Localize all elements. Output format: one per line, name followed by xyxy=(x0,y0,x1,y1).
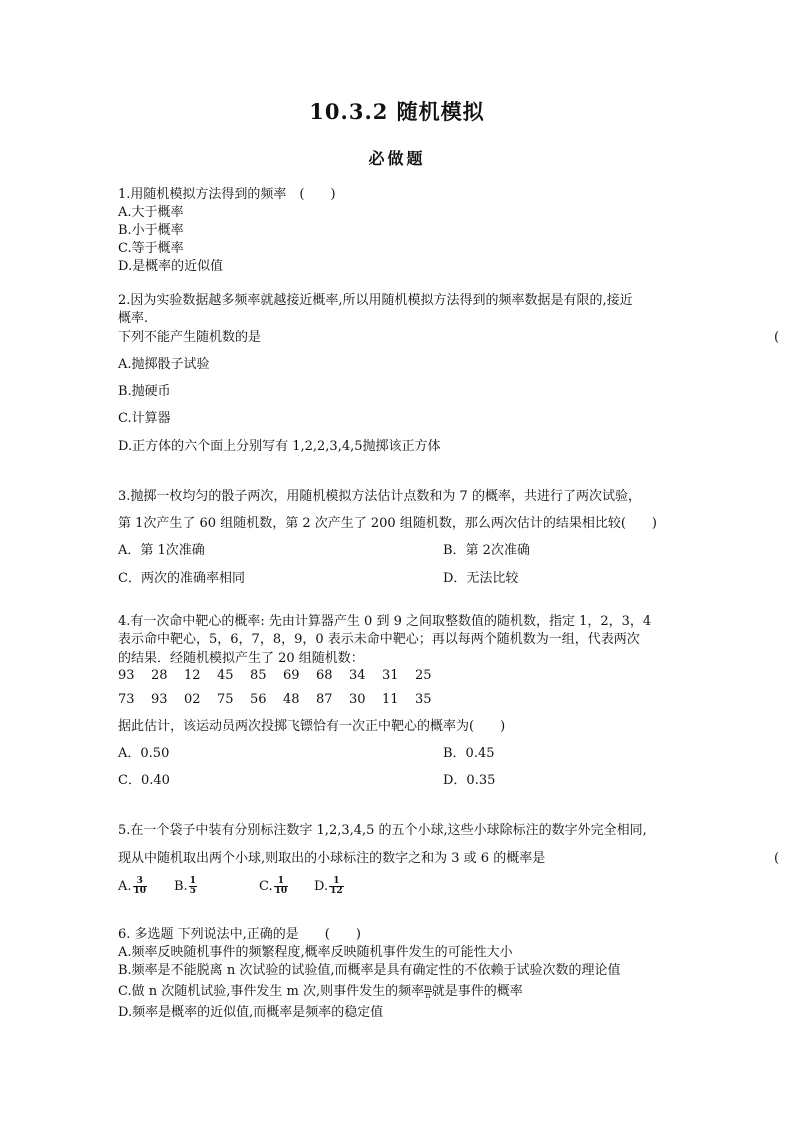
q2-option-d: D.正方体的六个面上分别写有 1,2,2,3,4,5抛掷该正方体 xyxy=(118,439,441,454)
q4-number: 25 xyxy=(415,668,432,683)
q5-line1: 5.在一个袋子中装有分别标注数字 1,2,3,4,5 的五个小球,这些小球除标注的数字外完全相同, xyxy=(118,823,647,838)
fraction-denominator: 10 xyxy=(133,886,147,896)
q4-line1: 4.有一次命中靶心的概率: 先由计算器产生 0 到 9 之间取整数值的随机数，指定 1，2，3，4 xyxy=(118,614,652,629)
fraction xyxy=(274,877,289,896)
q3-line1: 3.抛掷一枚均匀的骰子两次，用随机模拟方法估计点数和为 7 的概率，共进行了两次试验， xyxy=(118,489,641,504)
q2-option-a: A.抛掷骰子试验 xyxy=(118,357,210,372)
q5-option-c xyxy=(259,876,314,898)
q4-number: 56 xyxy=(250,692,267,707)
q4-number-row-1 xyxy=(118,667,448,684)
q5-option-label: C. xyxy=(259,879,273,894)
q1-option-c: C.等于概率 xyxy=(118,241,184,256)
q4-option-d: D．0.35 xyxy=(443,773,496,788)
q4-option-b: B．0.45 xyxy=(443,746,495,761)
q6-option-c-text-end: 就是事件的概率 xyxy=(431,984,523,999)
q4-number: 31 xyxy=(382,668,399,683)
q5-line2: 现从中随机取出两个小球,则取出的小球标注的数字之和为 3 或 6 的概率是 xyxy=(118,851,546,866)
q4-number: 35 xyxy=(415,692,432,707)
q5-paren: ( xyxy=(774,851,780,866)
q2-paren: ( xyxy=(774,330,780,345)
fraction xyxy=(189,877,197,896)
q4-number: 93 xyxy=(118,668,135,683)
section-title: 必做题 xyxy=(368,149,426,168)
q4-number: 73 xyxy=(118,692,135,707)
q4-line3: 的结果．经随机模拟产生了 20 组随机数： xyxy=(118,651,364,666)
q4-number: 28 xyxy=(151,668,168,683)
q4-number: 30 xyxy=(349,692,366,707)
fraction xyxy=(133,877,148,896)
q1-option-a: A.大于概率 xyxy=(118,205,184,220)
q4-number: 93 xyxy=(151,692,168,707)
q4-number: 69 xyxy=(283,668,300,683)
fraction-denominator: n xyxy=(425,991,431,1000)
q6-option-b: B.频率是不能脱离 n 次试验的试验值,而概率是具有确定性的不依赖于试验次数的理论值 xyxy=(118,963,621,978)
fraction-numerator: 1 xyxy=(189,876,196,886)
fraction-numerator: m xyxy=(424,983,432,992)
q2-stem: 下列不能产生随机数的是 xyxy=(118,330,262,345)
q3-option-d: D．无法比较 xyxy=(443,571,519,586)
q4-number: 12 xyxy=(184,668,201,683)
q2-line2: 概率. xyxy=(118,311,149,326)
q6-option-d: D.频率是概率的近似值,而概率是频率的稳定值 xyxy=(118,1005,384,1020)
q5-option-label: B. xyxy=(174,879,188,894)
q5-option-b xyxy=(174,876,259,898)
q4-number: 85 xyxy=(250,668,267,683)
q3-option-b: B．第 2次准确 xyxy=(443,543,530,558)
q1-option-b: B.小于概率 xyxy=(118,223,184,238)
q4-number: 02 xyxy=(184,692,201,707)
q5-option-d xyxy=(314,876,344,898)
page-title: 10.3.2 随机模拟 xyxy=(309,99,485,124)
q6-option-a: A.频率反映随机事件的频繁程度,概率反映随机事件发生的可能性大小 xyxy=(118,945,513,960)
q4-number: 45 xyxy=(217,668,234,683)
q6-option-c-text: C.做 n 次随机试验,事件发生 m 次,则事件发生的频率 xyxy=(118,984,425,999)
q4-number-row-2 xyxy=(118,691,448,708)
q3-option-c: C．两次的准确率相同 xyxy=(118,571,245,586)
q4-number: 34 xyxy=(349,668,366,683)
q4-option-c: C．0.40 xyxy=(118,773,170,788)
q6-option-c xyxy=(118,983,523,1000)
q5-option-a xyxy=(118,876,174,898)
fraction xyxy=(329,877,344,896)
q2-line1: 2.因为实验数据越多频率就越接近概率,所以用随机模拟方法得到的频率数据是有限的,接近 xyxy=(118,293,633,308)
fraction-denominator: 5 xyxy=(189,886,196,896)
q5-options xyxy=(118,876,344,898)
q4-number: 48 xyxy=(283,692,300,707)
q4-stem: 据此估计，该运动员两次投掷飞镖恰有一次正中靶心的概率为( ) xyxy=(118,719,506,734)
q4-option-a: A．0.50 xyxy=(118,746,170,761)
q4-number: 68 xyxy=(316,668,333,683)
q3-line2: 第 1次产生了 60 组随机数，第 2 次产生了 200 组随机数，那么两次估计的结果相比较( ) xyxy=(118,516,657,531)
q4-line2: 表示命中靶心，5，6，7，8，9，0 表示未命中靶心；再以每两个随机数为一组，代表两次 xyxy=(118,632,640,647)
fraction-numerator: 1 xyxy=(329,877,344,887)
fraction-numerator: 1 xyxy=(274,877,289,887)
q4-number: 75 xyxy=(217,692,234,707)
q5-option-label: D. xyxy=(314,879,329,894)
q3-option-a: A．第 1次准确 xyxy=(118,543,205,558)
q2-option-c: C.计算器 xyxy=(118,411,171,426)
fraction xyxy=(424,984,432,999)
q4-number: 11 xyxy=(382,692,399,707)
q1-option-d: D.是概率的近似值 xyxy=(118,259,224,274)
q6-stem: 6. 多选题 下列说法中,正确的是 ( ) xyxy=(118,927,361,942)
q5-option-label: A. xyxy=(118,879,132,894)
q1-stem: 1.用随机模拟方法得到的频率 ( ) xyxy=(118,187,336,202)
fraction-denominator: 12 xyxy=(330,886,343,896)
q2-option-b: B.抛硬币 xyxy=(118,384,171,399)
fraction-denominator: 10 xyxy=(274,886,288,896)
q4-number: 87 xyxy=(316,692,333,707)
fraction-numerator: 3 xyxy=(133,877,148,887)
